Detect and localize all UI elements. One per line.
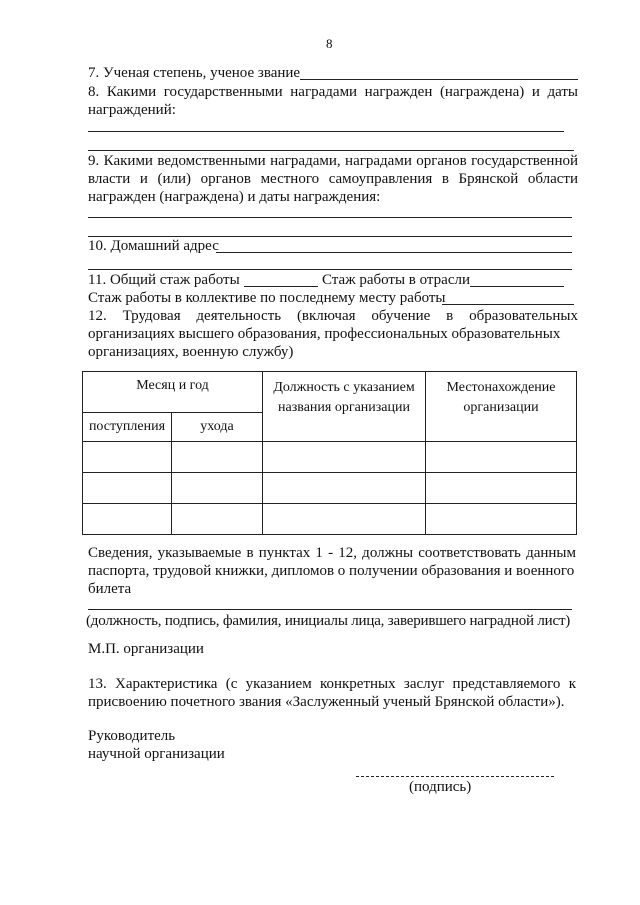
item-10-field-line[interactable] [216,252,572,253]
stamp-label: М.П. организации [88,641,204,657]
item-7-academic-degree-label: 7. Ученая степень, ученое звание [88,65,301,81]
header-month-year [83,372,263,413]
item-13-characteristic-label-cont: присвоению почетного звания «Заслуженный ученый Брянской области»). [88,694,565,710]
header-position [263,372,426,442]
header-start-date [83,413,172,442]
header-end-date-text: ухода [200,419,234,434]
head-title-cont: научной организации [88,746,225,762]
header-end-date [172,413,263,442]
signature-caption: (подпись) [409,779,472,795]
item-12-employment-history-label-end: организациях, военную службу) [88,344,294,360]
item-11-industry-experience-label: Стаж работы в отрасли [322,272,470,288]
table-row [83,504,577,535]
table-row [83,442,577,473]
item-11-team-experience-label: Стаж работы в коллективе по последнему месту работы [88,290,446,306]
item-9-departmental-awards-label-cont: власти и (или) органов местного самоуправления в Брянской области [88,171,578,187]
table-cell-position[interactable] [263,504,426,535]
header-location-line-2: организации [463,400,539,415]
employment-history-table [82,371,577,535]
table-cell-start[interactable] [83,504,172,535]
table-cell-location[interactable] [426,504,577,535]
certifier-field-line[interactable] [88,609,572,610]
item-7-field-line[interactable] [300,79,578,80]
table-cell-position[interactable] [263,442,426,473]
header-month-year-text: Месяц и год [136,378,209,393]
item-9-departmental-awards-label: 9. Какими ведомственными наградами, наградами органов государственной [88,153,578,169]
item-8-state-awards-label-cont: награждений: [88,102,176,118]
table-cell-end[interactable] [172,442,263,473]
table-cell-end[interactable] [172,473,263,504]
item-13-characteristic-label: 13. Характеристика (с указанием конкретных заслуг представляемого к [88,676,576,692]
certifier-caption: (должность, подпись, фамилия, инициалы лица, заверившего наградной лист) [86,613,571,629]
item-10-home-address-label: 10. Домашний адрес [88,238,219,254]
header-position-line-2: названия организации [278,400,410,415]
header-start-date-text: поступления [88,419,166,434]
item-11-total-experience-label: 11. Общий стаж работы [88,272,240,288]
table-cell-position[interactable] [263,473,426,504]
table-row [83,473,577,504]
header-location [426,372,577,442]
item-12-employment-history-label-cont: организациях высшего образования, профессиональных образовательных [88,326,561,342]
item-11-total-experience-field[interactable] [244,286,318,287]
table-cell-start[interactable] [83,442,172,473]
item-8-state-awards-label: 8. Какими государственными наградами награжден (награждена) и даты [88,84,578,100]
table-cell-start[interactable] [83,473,172,504]
page-number: 8 [326,36,333,51]
table-cell-location[interactable] [426,473,577,504]
item-11-team-experience-field[interactable] [442,304,574,305]
table-cell-end[interactable] [172,504,263,535]
item-9-departmental-awards-label-end: награжден (награждена) и даты награждения: [88,189,381,205]
header-location-line-1: Местонахождение [446,380,556,395]
item-8-field-line-2[interactable] [88,150,574,151]
item-11-industry-experience-field[interactable] [470,286,564,287]
item-10-field-line-2[interactable] [88,269,572,270]
info-note-cont: паспорта, трудовой книжки, дипломов о получении образования и военного [88,563,575,579]
item-9-field-line-1[interactable] [88,217,572,218]
info-note: Сведения, указываемые в пунктах 1 - 12, должны соответствовать данным [88,545,576,561]
info-note-end: билета [88,581,132,597]
signature-field-line[interactable] [356,776,554,777]
head-title: Руководитель [88,728,176,744]
item-12-employment-history-label: 12. Трудовая деятельность (включая обучение в образовательных [88,308,578,324]
table-cell-location[interactable] [426,442,577,473]
item-8-field-line-1[interactable] [88,131,564,132]
header-position-line-1: Должность с указанием [273,380,415,395]
